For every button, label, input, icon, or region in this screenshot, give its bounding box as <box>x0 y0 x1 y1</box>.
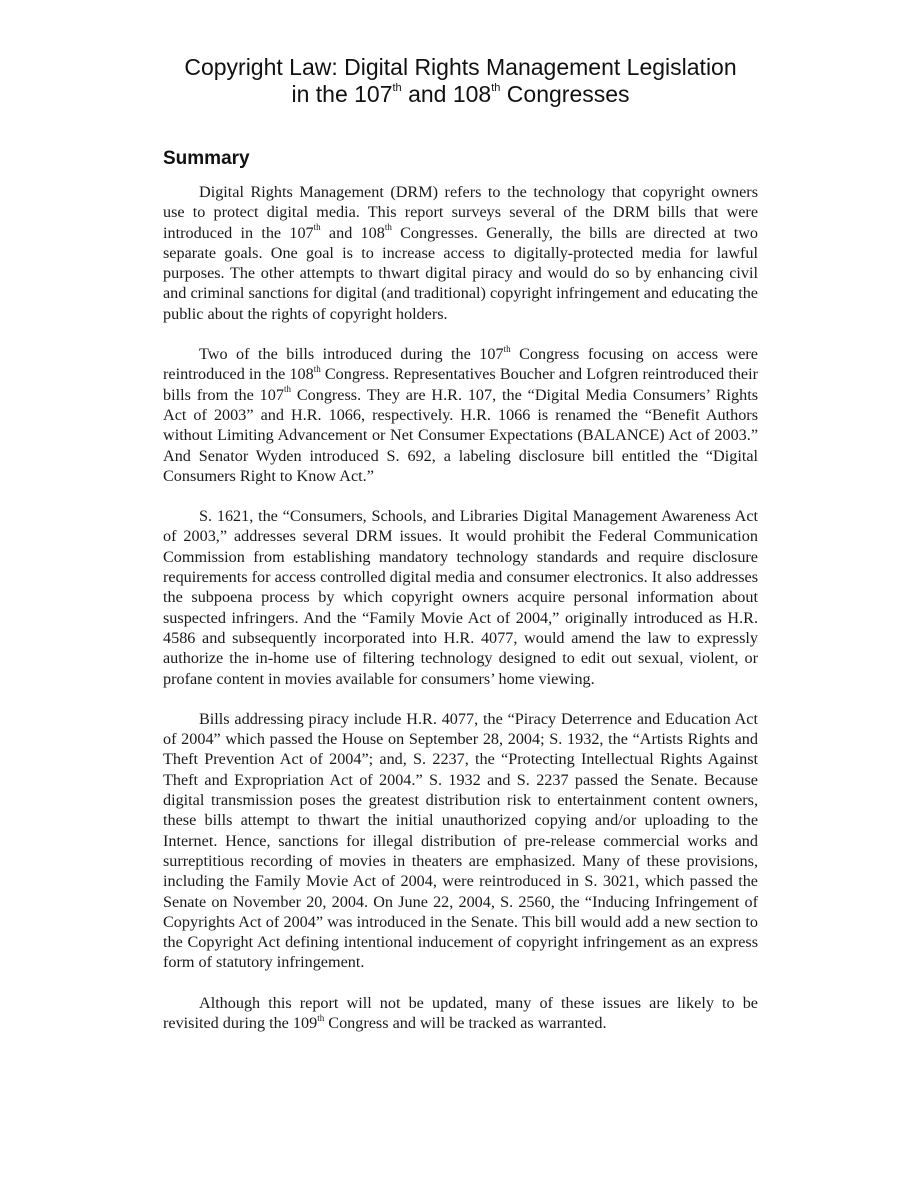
superscript: th <box>503 343 511 354</box>
paragraph-text: Congress and will be tracked as warranted. <box>324 1013 607 1032</box>
superscript: th <box>313 222 321 233</box>
superscript: th <box>317 1012 325 1023</box>
paragraph-text: Congress. They are H.R. 107, the “Digital Media Consumers’ Rights Act of 2003” and H.R. 1066, respectively. H.R. 1066 is renamed the “Benefit Authors without Limiting Advancement or Net Consumer Expectations (BALANCE) Act of 2003.” And Senator Wyden introduced S. 692, a labeling disclosure bill entitled the “Digital Consumers Right to Know Act.” <box>163 385 758 485</box>
paragraph-1 <box>163 182 758 324</box>
title-line-1: Copyright Law: Digital Rights Management Legislation <box>184 54 737 80</box>
superscript: th <box>283 384 291 395</box>
paragraph-5 <box>163 993 758 1034</box>
title-superscript: th <box>491 82 501 95</box>
paragraph-text: Although this report will not be updated, many of these issues are likely to be revisited during the 109 <box>163 993 758 1032</box>
title-line-2 <box>291 81 629 107</box>
paragraph-2 <box>163 344 758 486</box>
paragraph-text: Digital Rights Management (DRM) refers to the technology that copyright owners use to protect digital media. This report surveys several of the DRM bills that were introduced in the 107 <box>163 183 758 242</box>
superscript: th <box>313 363 321 374</box>
paragraph-text: and 108 <box>320 223 385 242</box>
paragraph-text: Congresses. Generally, the bills are directed at two separate goals. One goal is to increase access to digitally-protected media for lawful purposes. The other attempts to thwart digital piracy and would do so by enhancing civil and criminal sanctions for digital (and traditional) copyright infringement and educating the public about the rights of copyright holders. <box>163 223 759 323</box>
summary-heading: Summary <box>163 148 250 169</box>
paragraph-text: Two of the bills introduced during the 107 <box>199 345 504 364</box>
paragraph-3: S. 1621, the “Consumers, Schools, and Libraries Digital Management Awareness Act of 2003,” addresses several DRM issues. It would prohibit the Federal Communication Commission from establishing mandatory technology standards and require disclosure requirements for access controlled digital media and consumer electronics. It also addresses the subpoena process by which copyright owners acquire personal information about suspected infringers. And the “Family Movie Act of 2004,” originally introduced as H.R. 4586 and subsequently incorporated into H.R. 4077, would amend the law to expressly authorize the in-home use of filtering technology designed to edit out sexual, violent, or profane content in movies available for consumers’ home viewing. <box>163 507 758 688</box>
paragraph-4: Bills addressing piracy include H.R. 4077, the “Piracy Deterrence and Education Act of 2004” which passed the House on September 28, 2004; S. 1932, the “Artists Rights and Theft Prevention Act of 2004”; and, S. 2237, the “Protecting Intellectual Rights Against Theft and Expropriation Act of 2004.” S. 1932 and S. 2237 passed the Senate. Because digital transmission poses the greatest distribution risk to entertainment content owners, these bills attempt to thwart the initial unauthorized copying and/or uploading to the Internet. Hence, sanctions for illegal distribution of pre-release commercial works and surreptitious recording of movies in theaters are emphasized. Many of these provisions, including the Family Movie Act of 2004, were reintroduced in S. 3021, which passed the Senate on November 20, 2004. On June 22, 2004, S. 2560, the “Inducing Infringement of Copyrights Act of 2004” was introduced in the Senate. This bill would add a new section to the Copyright Act defining intentional inducement of copyright infringement as an express form of statutory infringement. <box>163 709 758 972</box>
title-text: Congresses <box>500 81 630 107</box>
document-page <box>163 54 758 1033</box>
title-text: and 108 <box>401 81 492 107</box>
title-superscript: th <box>392 82 402 95</box>
paragraph-text: Congress. Representatives Boucher and Lofgren reintroduced their bills from the 107 <box>163 365 758 404</box>
superscript: th <box>384 222 392 233</box>
paragraph-text: Congress focusing on access were reintroduced in the 108 <box>163 345 758 384</box>
document-title <box>163 54 758 108</box>
title-text: in the 107 <box>291 81 393 107</box>
